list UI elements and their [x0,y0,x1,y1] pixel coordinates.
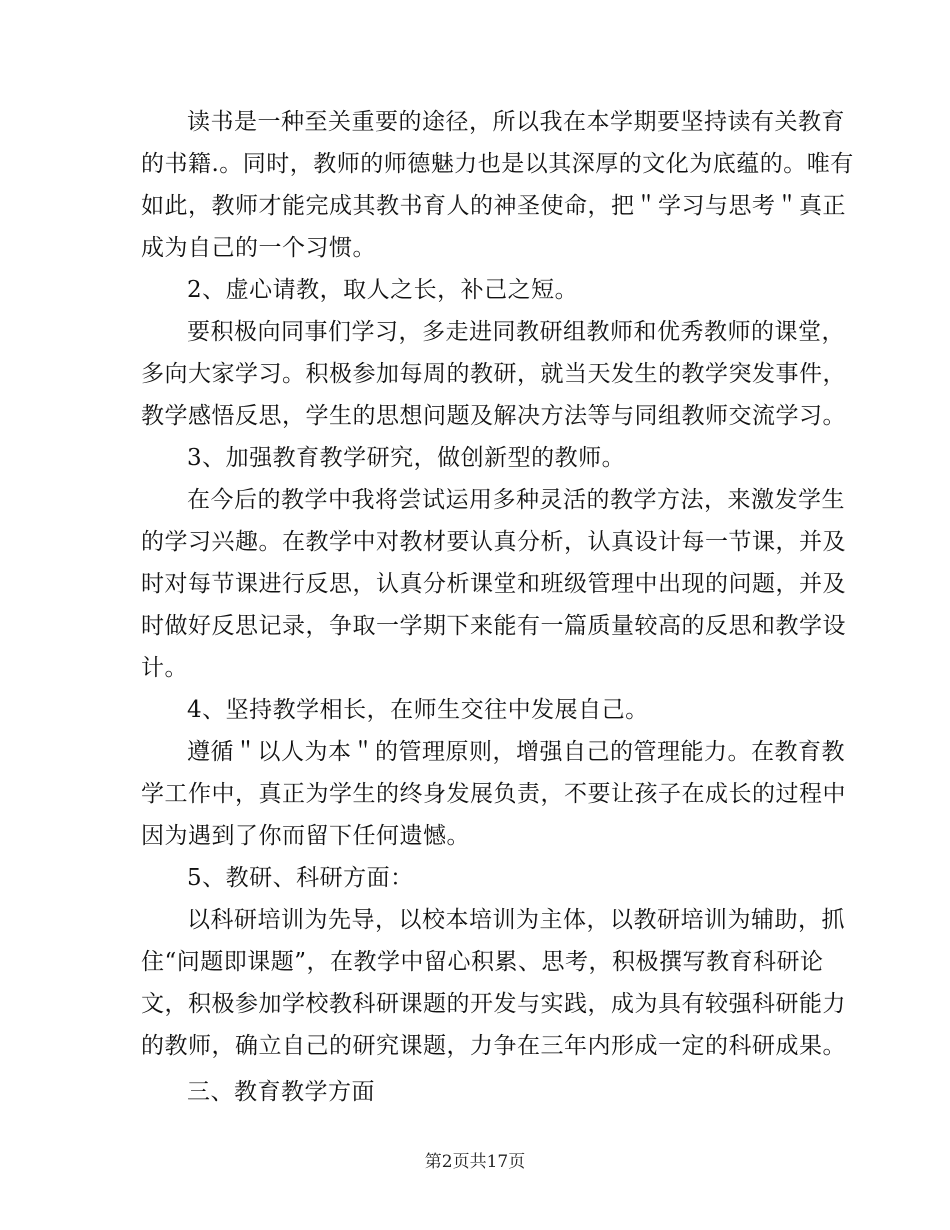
text-line: 遵循＂以人为本＂的管理原则，增强自己的管理能力。在教育教 [187,739,845,765]
text-line: 多向大家学习。积极参加每周的教研，就当天发生的教学突发事件， [141,361,846,387]
text-line: 的教师，确立自己的研究课题，力争在三年内形成一定的科研成果。 [141,1033,846,1059]
page-number-footer: 第2页共17页 [424,1152,526,1172]
section-heading: 3、加强教育教学研究，做创新型的教师。 [187,445,626,471]
text-line: 以科研培训为先导，以校本培训为主体，以教研培训为辅助，抓 [187,907,845,933]
text-line: 住“问题即课题”，在教学中留心积累、思考，积极撰写教育科研论 [141,949,824,975]
text-line: 教学感悟反思，学生的思想问题及解决方法等与同组教师交流学习。 [141,403,846,429]
section-heading: 三、教育教学方面 [187,1079,375,1105]
text-line: 在今后的教学中我将尝试运用多种灵活的教学方法，来激发学生 [187,487,845,513]
text-line: 的书籍.。同时，教师的师德魅力也是以其深厚的文化为底蕴的。唯有 [141,151,854,177]
section-heading: 5、教研、科研方面： [187,865,414,891]
text-line: 时对每节课进行反思，认真分析课堂和班级管理中出现的问题，并及 [141,571,846,597]
text-line: 计。 [141,655,188,681]
section-heading: 2、虚心请教，取人之长，补己之短。 [187,277,579,303]
text-line: 文，积极参加学校教科研课题的开发与实践，成为具有较强科研能力 [141,991,846,1017]
text-line: 读书是一种至关重要的途径，所以我在本学期要坚持读有关教育 [187,109,845,135]
text-line: 时做好反思记录，争取一学期下来能有一篇质量较高的反思和教学设 [141,613,846,639]
text-line: 的学习兴趣。在教学中对教材要认真分析，认真设计每一节课，并及 [141,529,846,555]
text-line: 要积极向同事们学习，多走进同教研组教师和优秀教师的课堂， [187,319,845,345]
text-line: 如此，教师才能完成其教书育人的神圣使命，把＂学习与思考＂真正 [141,193,846,219]
text-line: 因为遇到了你而留下任何遗憾。 [141,823,470,849]
text-line: 学工作中，真正为学生的终身发展负责，不要让孩子在成长的过程中 [141,781,846,807]
text-line: 成为自己的一个习惯。 [141,235,376,261]
section-heading: 4、坚持教学相长，在师生交往中发展自己。 [187,697,649,723]
